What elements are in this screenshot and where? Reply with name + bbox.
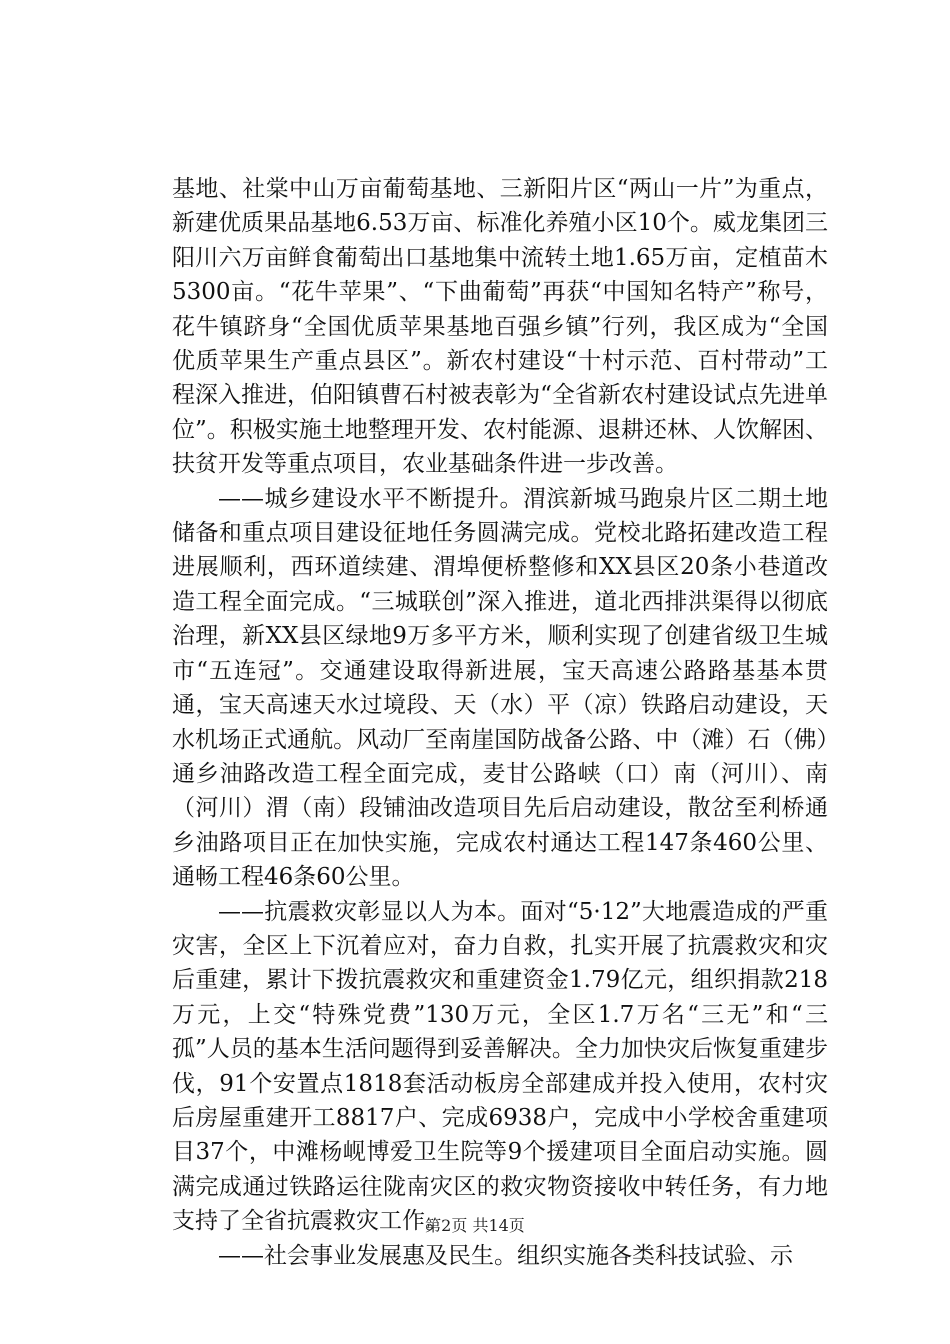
document-body: [172, 172, 828, 1273]
paragraph-earthquake-relief: ——抗震救灾彰显以人为本。面对“5·12”大地震造成的严重灾害，全区上下沉着应对，奋力自救，扎实开展了抗震救灾和灾后重建，累计下拨抗震救灾和重建资金1.79亿元，组织捐款218万元，上交“特殊党费”130万元，全区1.7万名“三无”和“三孤”人员的基本生活问题得到妥善解决。全力加快灾后恢复重建步伐，91个安置点1818套活动板房全部建成并投入使用，农村灾后房屋重建开工8817户、完成6938户，完成中小学校舍重建项目37个，中滩杨岘博爱卫生院等9个援建项目全面启动实施。圆满完成通过铁路运往陇南灾区的救灾物资接收中转任务，有力地支持了全省抗震救灾工作。: [172, 898, 828, 1235]
page-number-footer: 第2页 共14页: [425, 1216, 525, 1235]
paragraph-continuation: 基地、社棠中山万亩葡萄基地、三新阳片区“两山一片”为重点，新建优质果品基地6.53万亩、标准化养殖小区10个。威龙集团三阳川六万亩鲜食葡萄出口基地集中流转土地1.65万亩，定植苗木5300亩。“花牛苹果”、“下曲葡萄”再获“中国知名特产”称号，花牛镇跻身“全国优质苹果基地百强乡镇”行列，我区成为“全国优质苹果生产重点县区”。新农村建设“十村示范、百村带动”工程深入推进，伯阳镇曹石村被表彰为“全省新农村建设试点先进单位”。积极实施土地整理开发、农村能源、退耕还林、人饮解困、扶贫开发等重点项目，农业基础条件进一步改善。: [172, 176, 828, 478]
paragraph-social-development: ——社会事业发展惠及民生。组织实施各类科技试验、示: [218, 1242, 793, 1269]
paragraph-urban-construction: ——城乡建设水平不断提升。渭滨新城马跑泉片区二期土地储备和重点项目建设征地任务圆满完成。党校北路拓建改造工程进展顺利，西环道续建、渭埠便桥整修和XX县区20条小巷道改造工程全面完成。“三城联创”深入推进，道北西排洪渠得以彻底治理，新XX县区绿地9万多平方米，顺利实现了创建省级卫生城市“五连冠”。交通建设取得新进展，宝天高速公路路基基本贯通，宝天高速天水过境段、天（水）平（凉）铁路启动建设，天水机场正式通航。风动厂至南崖国防战备公路、中（滩）石（佛）通乡油路改造工程全面完成，麦甘公路峡（口）南（河川）、南（河川）渭（南）段铺油改造项目先后启动建设，散岔至利桥通乡油路项目正在加快实施，完成农村通达工程147条460公里、通畅工程46条60公里。: [172, 485, 828, 891]
